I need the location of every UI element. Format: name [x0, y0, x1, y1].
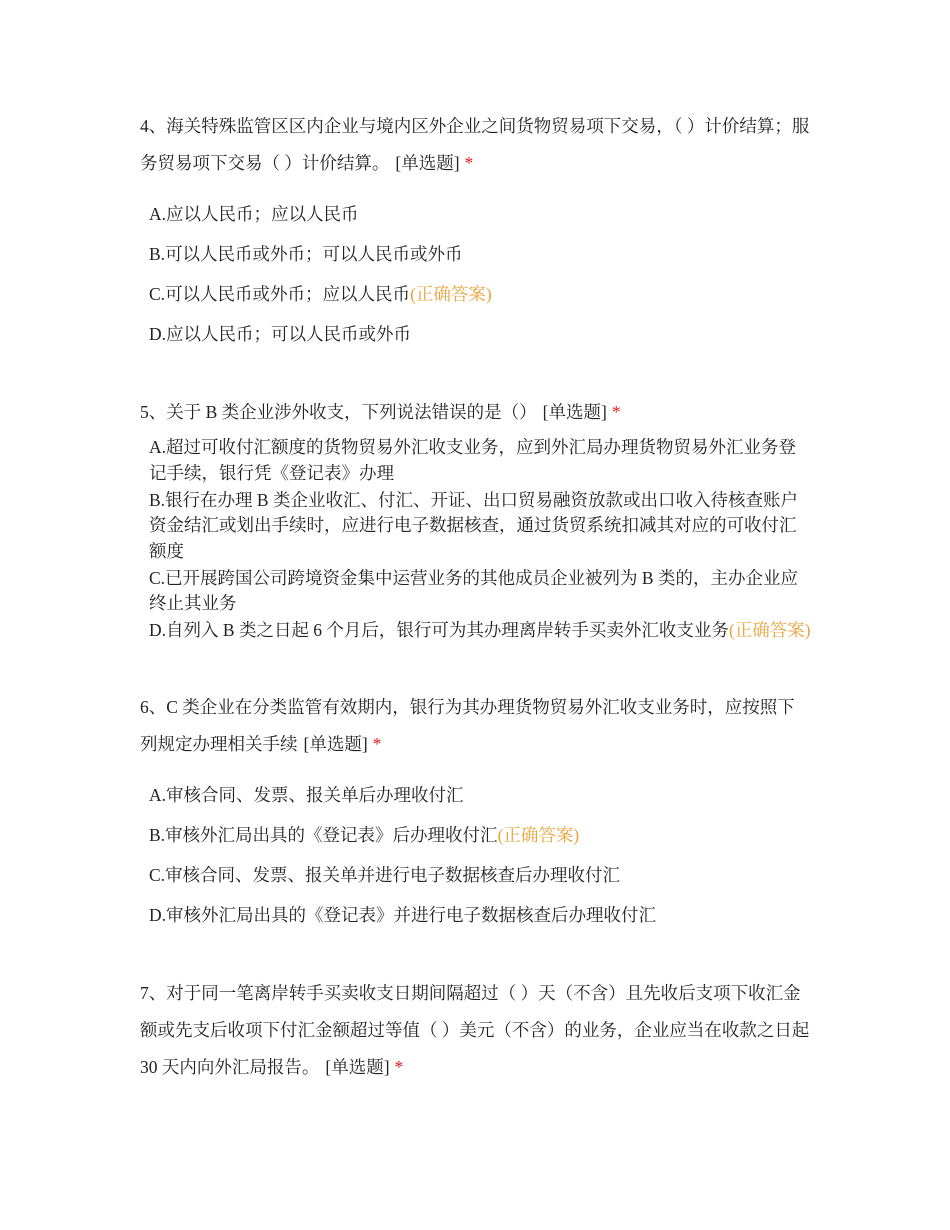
- option-d[interactable]: [149, 314, 812, 354]
- option-label: D.: [149, 620, 167, 640]
- required-mark: *: [372, 734, 382, 754]
- option-a[interactable]: [149, 194, 812, 234]
- option-label: B.: [149, 489, 166, 510]
- option-label: B.: [149, 244, 166, 264]
- option-text: 银行在办理 B 类企业收汇、付汇、开证、出口贸易融资放款或出口收入待核查账户资金结汇或划出手续时，应进行电子数据核查，通过货贸系统扣减其对应的可收付汇额度: [149, 489, 798, 561]
- option-list: [149, 775, 812, 935]
- question-number: 5、: [140, 402, 167, 422]
- option-text: 审核合同、发票、报关单并进行电子数据核查后办理收付汇: [165, 865, 621, 885]
- option-b[interactable]: [149, 234, 812, 274]
- option-list: [149, 435, 812, 644]
- option-text: 已开展跨国公司跨境资金集中运营业务的其他成员企业被列为 B 类的，主办企业应终止其业务: [149, 567, 798, 613]
- question-title: [140, 689, 812, 763]
- question-list: [140, 108, 812, 1086]
- correct-answer-tag: (正确答案): [497, 825, 580, 845]
- option-text: 审核外汇局出具的《登记表》并进行电子数据核查后办理收付汇: [166, 905, 657, 925]
- question-stem: 关于 B 类企业涉外收支，下列说法错误的是（）: [166, 402, 537, 422]
- option-label: D.: [149, 905, 167, 925]
- question-6: [140, 689, 812, 935]
- option-text: 审核外汇局出具的《登记表》后办理收付汇: [165, 825, 498, 845]
- option-label: B.: [149, 825, 166, 845]
- question-title: [140, 108, 812, 182]
- option-a[interactable]: [149, 435, 812, 486]
- option-label: A.: [149, 785, 167, 805]
- question-type-tag: [单选题]: [542, 402, 607, 422]
- question-4: [140, 108, 812, 354]
- option-text: 可以人民币或外币；可以人民币或外币: [165, 244, 463, 264]
- question-number: 6、: [140, 697, 167, 717]
- option-d[interactable]: [149, 618, 812, 644]
- question-stem: 对于同一笔离岸转手买卖收支日期间隔超过（ ）天（不含）且先收后支项下收汇金额或先支后收项下付汇金额超过等值（ ）美元（不含）的业务，企业应当在收款之日起 30 天内向外汇局报告。: [140, 983, 810, 1077]
- option-label: C.: [149, 284, 166, 304]
- option-b[interactable]: [149, 488, 812, 565]
- correct-answer-tag: (正确答案): [410, 284, 492, 304]
- option-c[interactable]: [149, 274, 812, 314]
- question-stem: 海关特殊监管区区内企业与境内区外企业之间货物贸易项下交易，（ ）计价结算；服务贸易项下交易（ ）计价结算。: [140, 116, 810, 173]
- option-text: 超过可收付汇额度的货物贸易外汇收支业务，应到外汇局办理货物贸易外汇业务登记手续，银行凭《登记表》办理: [149, 437, 797, 483]
- question-type-tag: [单选题]: [395, 153, 460, 173]
- option-b[interactable]: [149, 815, 812, 855]
- option-label: A.: [149, 204, 167, 224]
- option-c[interactable]: [149, 855, 812, 895]
- option-list: [149, 194, 812, 354]
- option-label: C.: [149, 567, 166, 588]
- required-mark: *: [394, 1057, 404, 1077]
- question-7: [140, 975, 812, 1086]
- option-label: A.: [149, 437, 167, 457]
- question-stem: C 类企业在分类监管有效期内，银行为其办理货物贸易外汇收支业务时，应按照下列规定办理相关手续: [140, 697, 795, 754]
- question-type-tag: [单选题]: [303, 734, 368, 754]
- option-text: 审核合同、发票、报关单后办理收付汇: [166, 785, 464, 805]
- option-text: 自列入 B 类之日起 6 个月后，银行可为其办理离岸转手买卖外汇收支业务: [166, 620, 729, 640]
- question-type-tag: [单选题]: [325, 1057, 390, 1077]
- option-d[interactable]: [149, 895, 812, 935]
- option-text: 应以人民币；应以人民币: [166, 204, 359, 224]
- question-5: [140, 394, 812, 644]
- required-mark: *: [464, 153, 474, 173]
- option-text: 可以人民币或外币；应以人民币: [165, 284, 411, 304]
- question-number: 7、: [140, 983, 167, 1003]
- question-number: 4、: [140, 116, 167, 136]
- correct-answer-tag: (正确答案): [728, 620, 811, 640]
- required-mark: *: [611, 402, 621, 422]
- option-c[interactable]: [149, 566, 812, 617]
- option-a[interactable]: [149, 775, 812, 815]
- question-title: [140, 394, 812, 431]
- option-text: 应以人民币；可以人民币或外币: [166, 324, 412, 344]
- question-title: [140, 975, 812, 1086]
- option-label: C.: [149, 865, 166, 885]
- option-label: D.: [149, 324, 167, 344]
